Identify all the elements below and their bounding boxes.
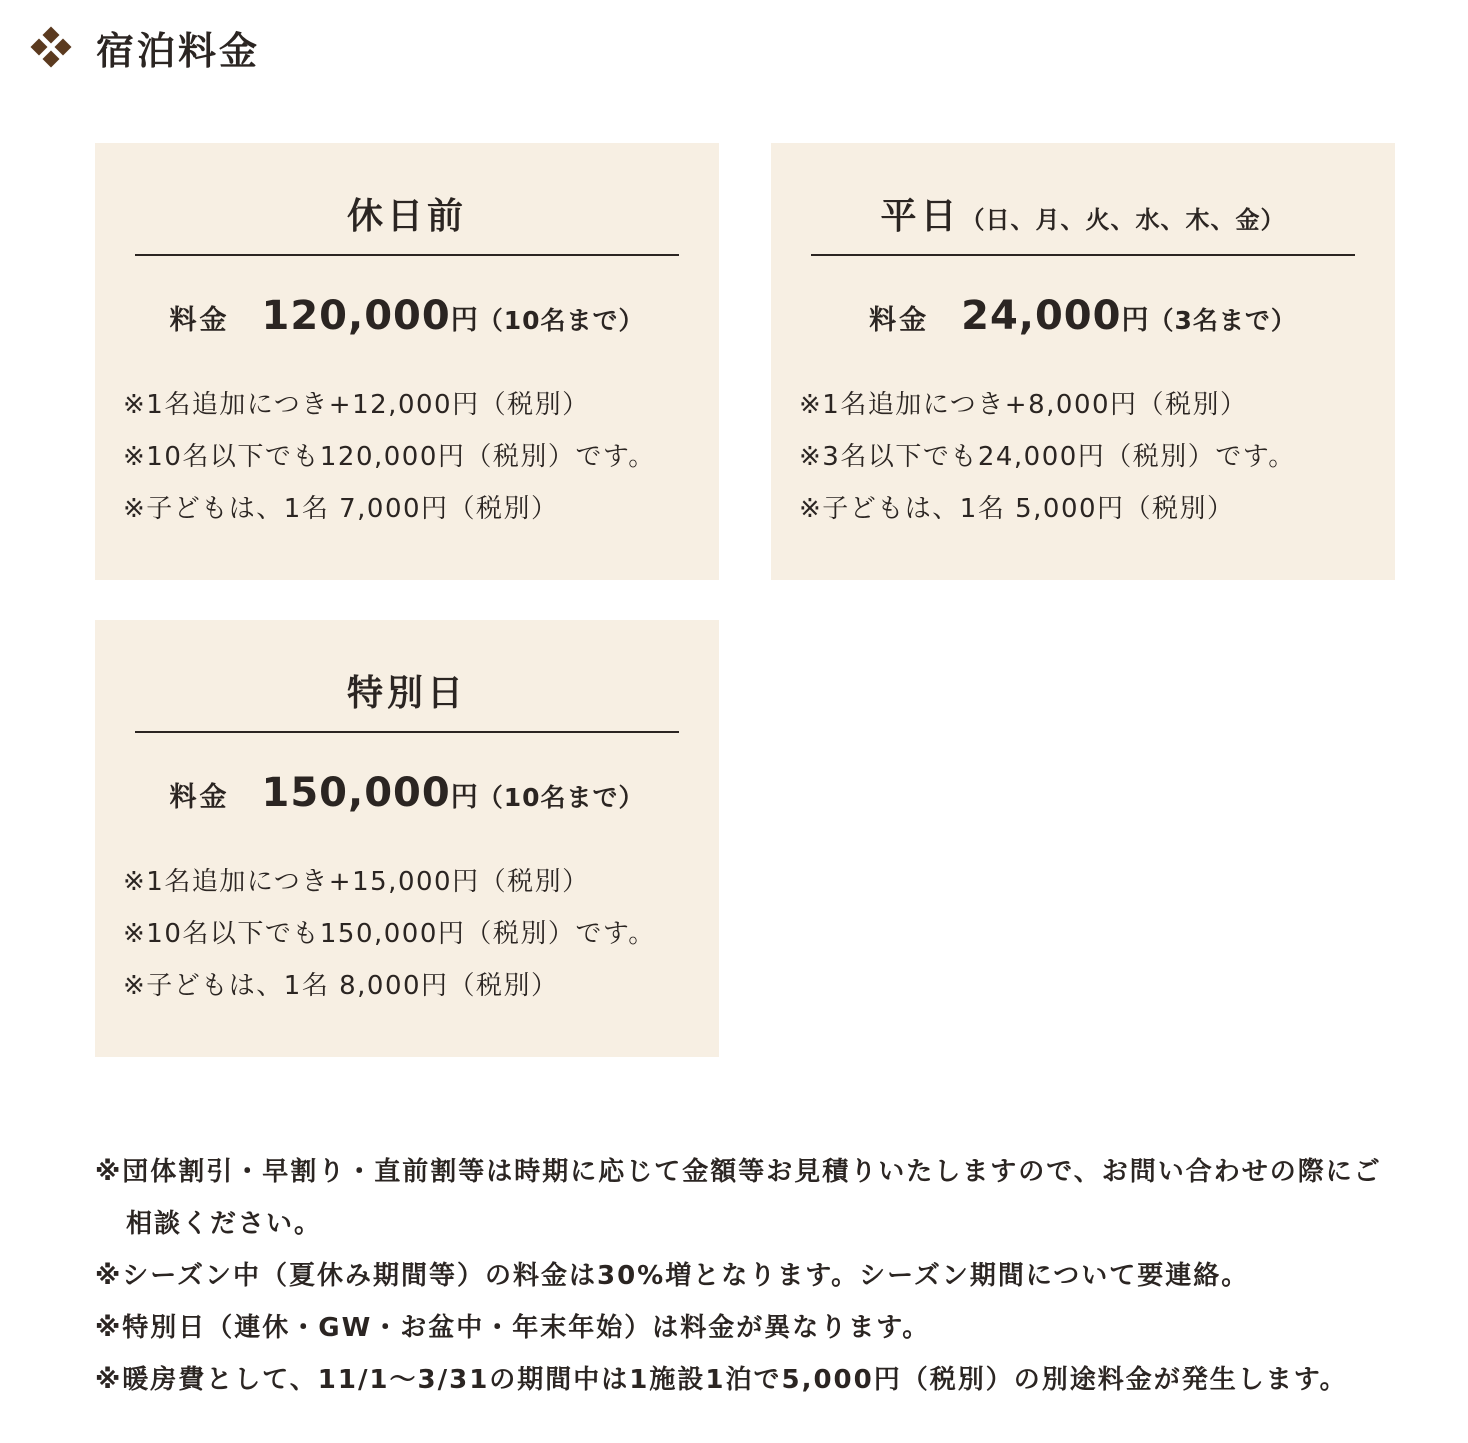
footnote: ※特別日（連休・GW・お盆中・年末年始）は料金が異なります。 [95, 1313, 931, 1343]
plan-note: ※1名追加につき+8,000円（税別） [799, 390, 1248, 420]
price-label: 料金 [169, 782, 230, 813]
plan-title: 特別日 [346, 673, 467, 714]
plan-notes [123, 856, 656, 1012]
footnote: ※シーズン中（夏休み期間等）の料金は30%増となります。シーズン期間について要連絡。 [95, 1261, 1250, 1291]
plan-title: 平日 [880, 196, 961, 237]
section-header [30, 22, 260, 72]
price-capacity: （3名まで） [1148, 306, 1297, 335]
footnote: ※暖房費として、11/1～3/31の期間中は1施設1泊で5,000円（税別）の別途料金が発生します。 [95, 1365, 1348, 1395]
footnote: ※団体割引・早割り・直前割等は時期に応じて金額等お見積りいたしますので、お問い合わせの際にご相談ください。 [95, 1157, 1382, 1239]
footnotes [95, 1146, 1405, 1406]
price-amount: 120,000 [261, 293, 451, 339]
price-label: 料金 [169, 305, 230, 336]
plan-card-holiday-eve [95, 143, 719, 580]
diamond-cluster-icon [30, 26, 72, 68]
plan-heading [135, 665, 679, 733]
plan-note: ※10名以下でも120,000円（税別）です。 [123, 442, 656, 472]
price-capacity: （10名まで） [477, 783, 645, 812]
plan-note: ※子どもは、1名 5,000円（税別） [799, 494, 1235, 524]
price-unit: 円 [450, 782, 478, 813]
plan-heading [811, 188, 1355, 256]
plan-card-special-day [95, 620, 719, 1057]
plan-notes [799, 379, 1296, 535]
price-unit: 円 [450, 305, 478, 336]
plan-note: ※1名追加につき+15,000円（税別） [123, 867, 590, 897]
price-amount: 150,000 [261, 770, 451, 816]
plan-notes [123, 379, 656, 535]
price-amount: 24,000 [961, 293, 1122, 339]
plan-note: ※1名追加につき+12,000円（税別） [123, 390, 590, 420]
plan-note: ※子どもは、1名 8,000円（税別） [123, 971, 559, 1001]
plan-note: ※3名以下でも24,000円（税別）です。 [799, 442, 1296, 472]
plan-title: 休日前 [346, 196, 467, 237]
section-title: 宿泊料金 [96, 28, 261, 73]
price-row [95, 770, 719, 816]
plan-note: ※子どもは、1名 7,000円（税別） [123, 494, 559, 524]
price-label: 料金 [869, 305, 930, 336]
price-unit: 円 [1121, 305, 1149, 336]
plan-note: ※10名以下でも150,000円（税別）です。 [123, 919, 656, 949]
price-row [771, 293, 1395, 339]
price-row [95, 293, 719, 339]
price-capacity: （10名まで） [477, 306, 645, 335]
plan-subtitle: （日、月、火、水、木、金） [960, 206, 1286, 234]
plan-card-weekday [771, 143, 1395, 580]
plan-heading [135, 188, 679, 256]
